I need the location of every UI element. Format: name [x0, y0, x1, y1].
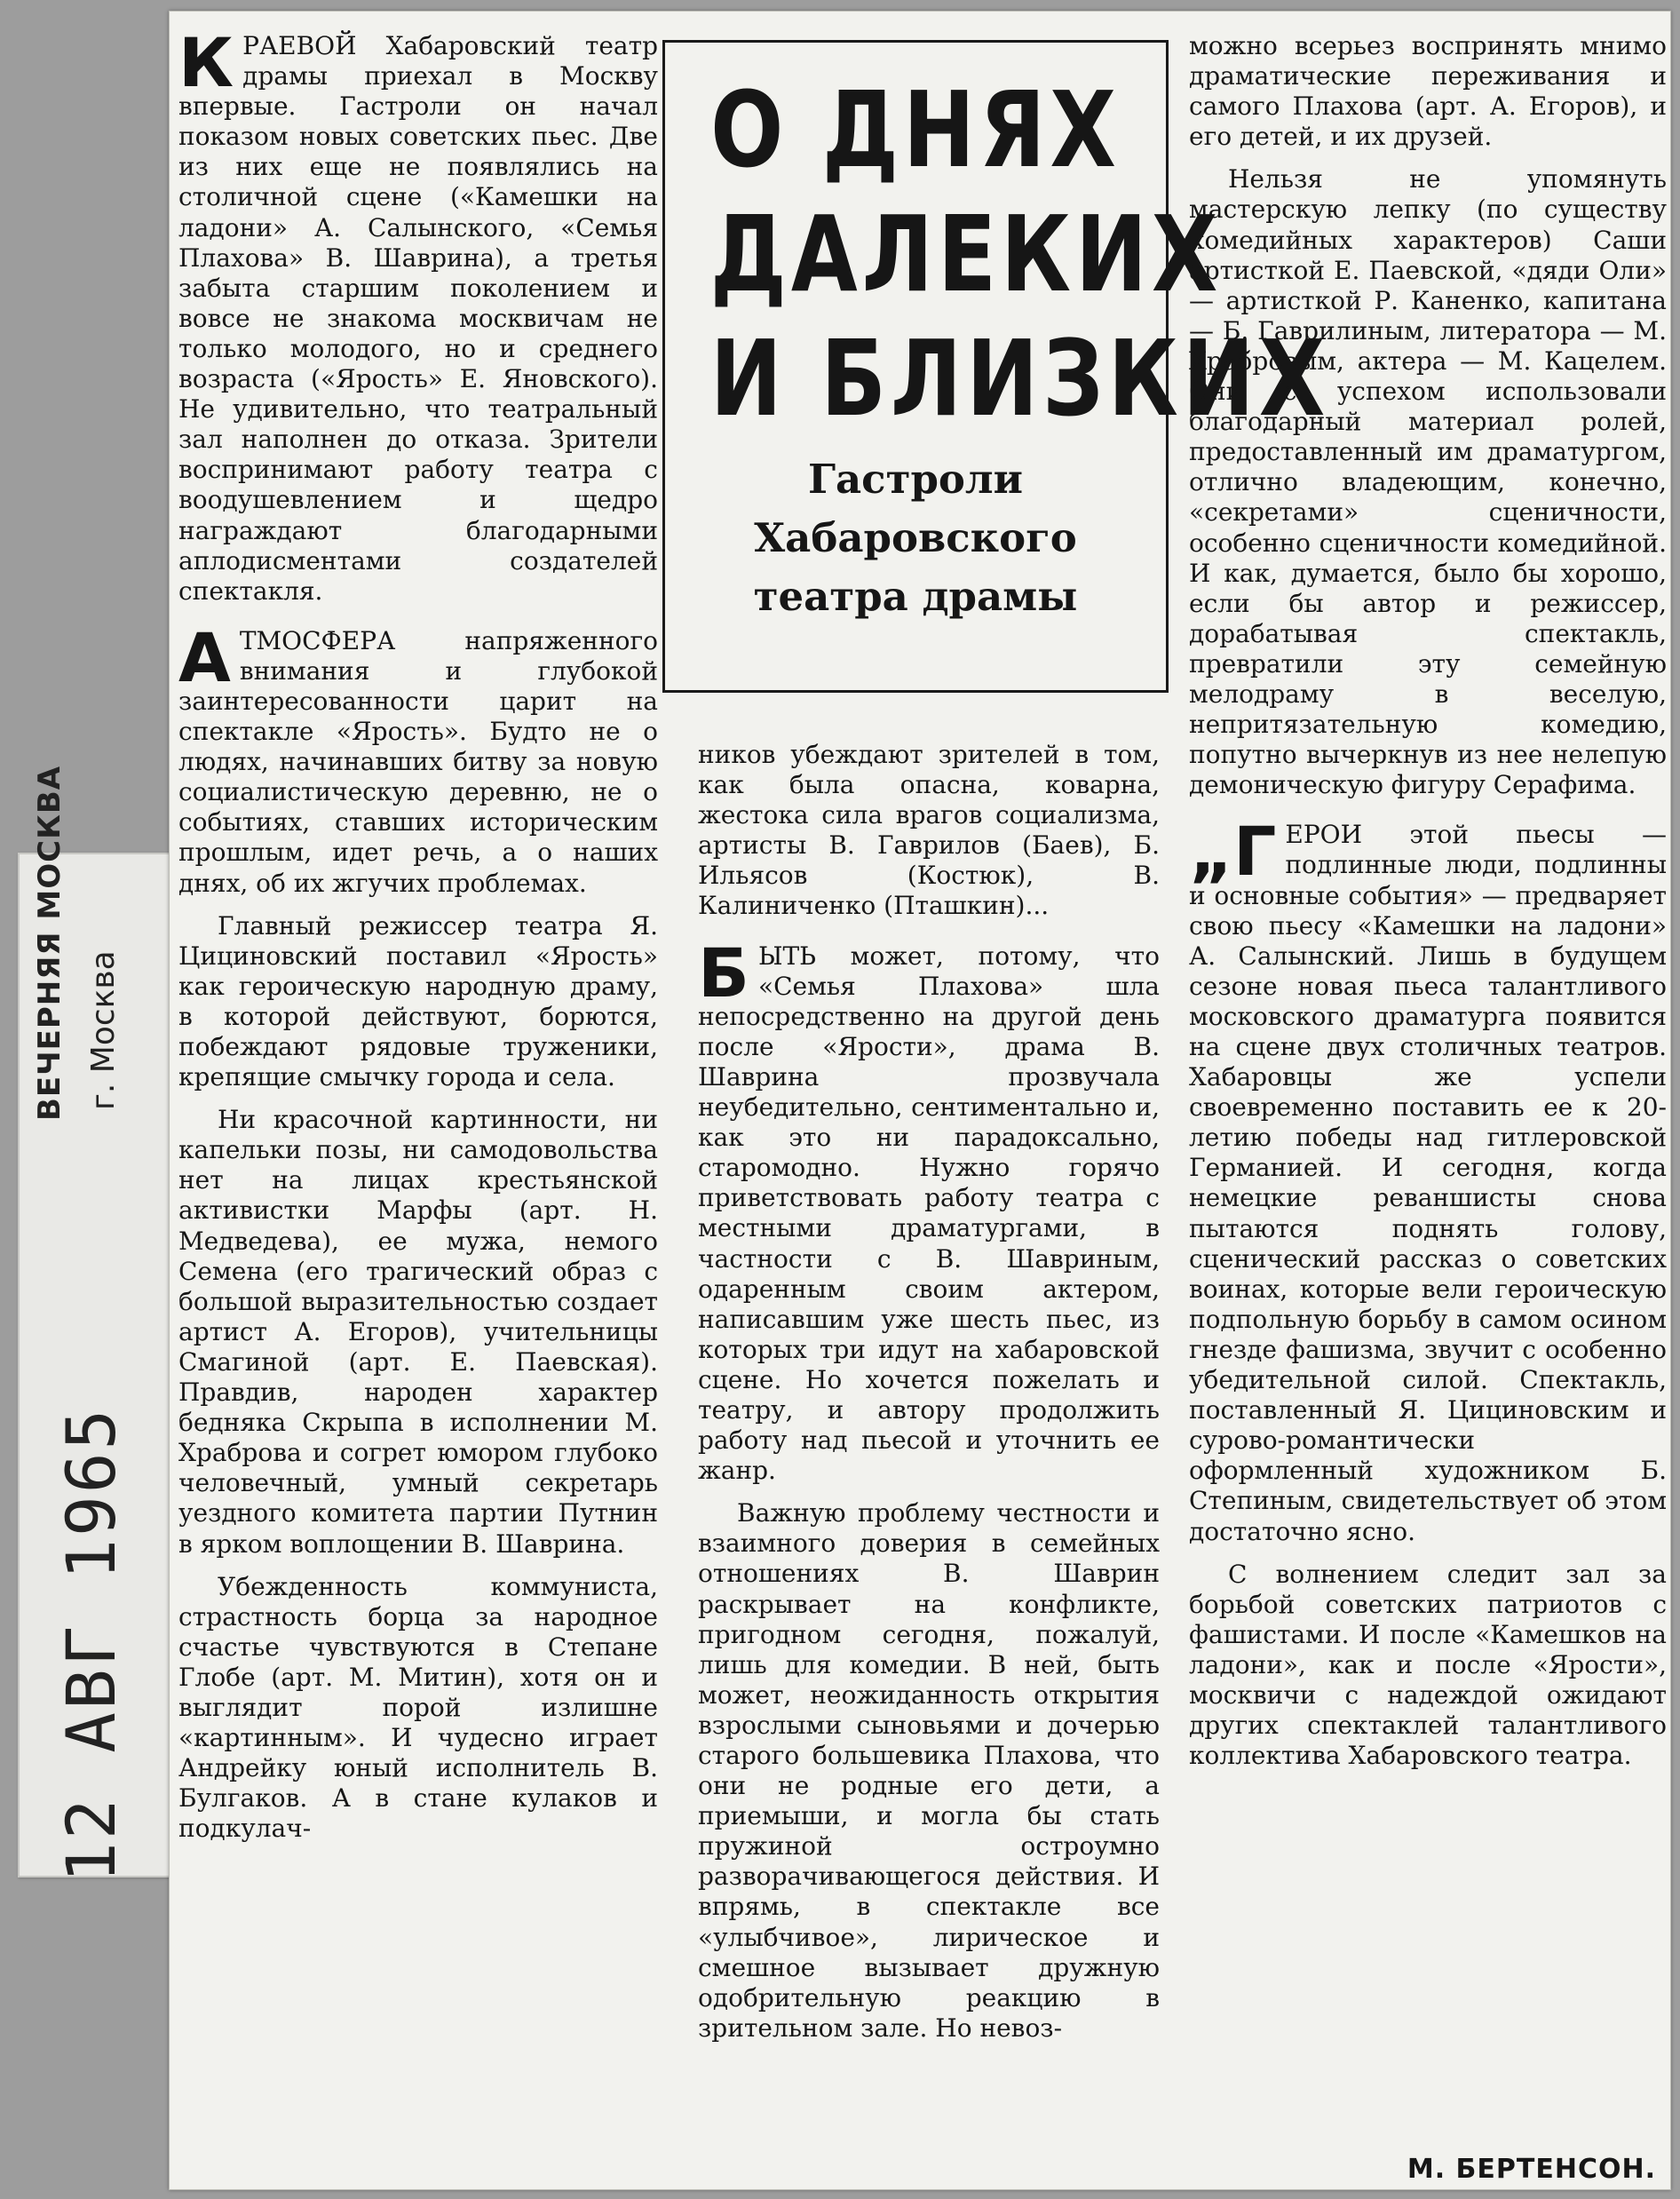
article-column-1	[178, 23, 658, 1844]
paragraph: Ни красочной картинности, ни капельки позы, ни самодовольства нет на лицах крестьянской активистки Марфы (арт. Н. Медведева), ее мужа, немого Семена (его трагический образ с большой выразительностью создает артист А. Егоров), учительницы Смагиной (арт. Е. Паевская). Правдив, народен характер бедняка Скрыпа в исполнении М. Храброва и согрет юмором глубоко человечный, умный секретарь уездного комитета партии Путнин в ярком воплощении В. Шаврина.	[178, 1105, 658, 1559]
paragraph-text: ТМОСФЕРА напряженного внимания и глубокой заинтересованности царит на спектакле «Ярость». Будто не о людях, начинавших битву за новую социалистическую деревню, не о событиях, ставших историческим прошлым, идет речь, а о наших днях, об их жгучих проблемах.	[178, 625, 658, 898]
date-stamp: 12 АВГ 1965	[52, 1406, 131, 1883]
paragraph-text: ЫТЬ может, потому, что «Семья Плахова» шла непосредственно на другой день после «Ярости», драма В. Шаврина прозвучала неубедительно, сентиментально и, как это ни парадоксально, старомодно. Нужно горячо приветствовать работу театра с местными драматургами, в частности с В. Шавриным, одаренным своим актером, написавшим уже шесть пьес, из которых три идут на хабаровской сцене. Но хочется пожелать и театру, и автору продолжить работу над пьесой и уточнить ее жанр.	[698, 941, 1160, 1486]
author-signature: М. БЕРТЕНСОН.	[1407, 2154, 1656, 2185]
paragraph	[1189, 812, 1667, 1546]
paragraph: Нельзя не упомянуть мастерскую лепку (по существу комедийных характеров) Саши артисткой Е. Паевской, «дяди Оли» — артисткой Р. Каненко, капитана — Б. Гаврилиным, литератора — М. Храбровым, актера — М. Кацелем. Они с успехом использовали благодарный материал ролей, предоставленный им драматургом, отлично владеющим, конечно, «секретами» сценичности, особенно сценичности комедийной. И как, думается, было бы хорошо, если бы автор и режиссер, дорабатывая спектакль, превратили эту семейную мелодраму в веселую, непритязательную комедию, попутно вычеркнув из нее нелепую демоническую фигуру Серафима.	[1189, 164, 1667, 800]
subheadline-line: Гастроли	[807, 456, 1024, 503]
paragraph: С волнением следит зал за борьбой советских патриотов с фашистами. И после «Камешков на ладони», как и после «Ярости», москвичи с надеждой ожидают других спектаклей талантливого коллектива Хабаровского театра.	[1189, 1559, 1667, 1771]
paragraph	[178, 617, 658, 899]
paragraph: ников убеждают зрителей в том, как была опасна, коварна, жестока сила врагов социализма, артисты В. Гаврилов (Баев), Б. Ильясов (Костюк), В. Калиниченко (Пташкин)...	[698, 740, 1160, 921]
paragraph: Главный режиссер театра Я. Цициновский поставил «Ярость» как героическую народную драму, в которой действуют, борются, побеждают рядовые труженики, крепящие смычку города и села.	[178, 910, 658, 1092]
subheadline-line: театра драмы	[753, 573, 1078, 620]
headline-box	[662, 40, 1330, 693]
paragraph	[698, 933, 1160, 1487]
drop-cap: А	[178, 617, 231, 697]
article-column-3	[1189, 31, 1667, 1771]
headline-line: И БЛИЗКИХ	[709, 317, 1330, 440]
paragraph-text: РАЕВОЙ Хабаровский театр драмы приехал в Москву впервые. Гастроли он начал показом новых советских пьес. Две из них еще не появлялись на столичной сцене («Камешки на ладони» А. Салынского, «Семья Плахова» В. Шаврина), а третья забыта старшим поколением и вовсе не знакома москвичам не только молодого, но и среднего возраста («Ярость» Е. Яновского). Не удивительно, что театральный зал наполнен до отказа. Зрители воспринимают работу театра с воодушевлением и щедро награждают благодарными аплодисментами создателей спектакля.	[178, 31, 658, 606]
drop-cap: К	[178, 23, 234, 102]
headline-line: О ДНЯХ	[710, 68, 1121, 191]
subheadline-line: Хабаровского	[754, 514, 1077, 561]
city-stamp: г. Москва	[85, 950, 122, 1110]
paragraph	[178, 23, 658, 607]
paragraph-text: ЕРОИ этой пьесы — подлинные люди, подлинны и основные события» — предваряет свою пьесу «Камешки на ладони» А. Салынский. Лишь в будущем сезоне новая пьеса талантливого московского драматурга появится на сцене двух столичных театров. Хабаровцы же успели своевременно поставить ее к 20-летию победы над гитлеровской Германией. И сегодня, когда немецкие реваншисты снова пытаются поднять голову, сценический рассказ о советских воинах, которые вели героическую подпольную борьбу в самом осином гнезде фашизма, звучит с особенно убедительной силой. Спектакль, поставленный Я. Цициновским и сурово-романтически оформленный художником Б. Степиным, свидетельствует об этом достаточно ясно.	[1189, 820, 1667, 1546]
newspaper-name-stamp: ВЕЧЕРНЯЯ МОСКВА	[32, 765, 67, 1121]
paragraph: Важную проблему честности и взаимного доверия в семейных отношениях В. Шаврин раскрывает на конфликте, пригодном сегодня, пожалуй, лишь для комедии. В ней, быть может, неожиданность открытия взрослыми сыновьями и дочерью старого большевика Плахова, что они не родные его дети, а приемыши, и могла бы стать пружиной остроумно разворачивающегося действия. И впрямь, в спектакле все «улыбчивое», лирическое и смешное вызывает дружную одобрительную реакцию в зрительном зале. Но невоз-	[698, 1498, 1160, 2043]
drop-cap: „Г	[1189, 812, 1277, 892]
newspaper-clipping	[169, 11, 1671, 2190]
paragraph: можно всерьез воспринять мнимо драматические переживания и самого Плахова (арт. А. Егоров), и его детей, и их друзей.	[1189, 31, 1667, 152]
drop-cap: Б	[698, 933, 749, 1012]
headline-line: ДАЛЕКИХ	[709, 193, 1223, 315]
article-column-2	[698, 740, 1160, 2044]
paragraph: Убежденность коммуниста, страстность борца за народное счастье чувствуются в Степане Глобе (арт. М. Митин), хотя он и выглядит порой излишне «картинным». И чудесно играет Андрейку юный исполнитель В. Булгаков. А в стане кулаков и подкулач-	[178, 1571, 658, 1844]
